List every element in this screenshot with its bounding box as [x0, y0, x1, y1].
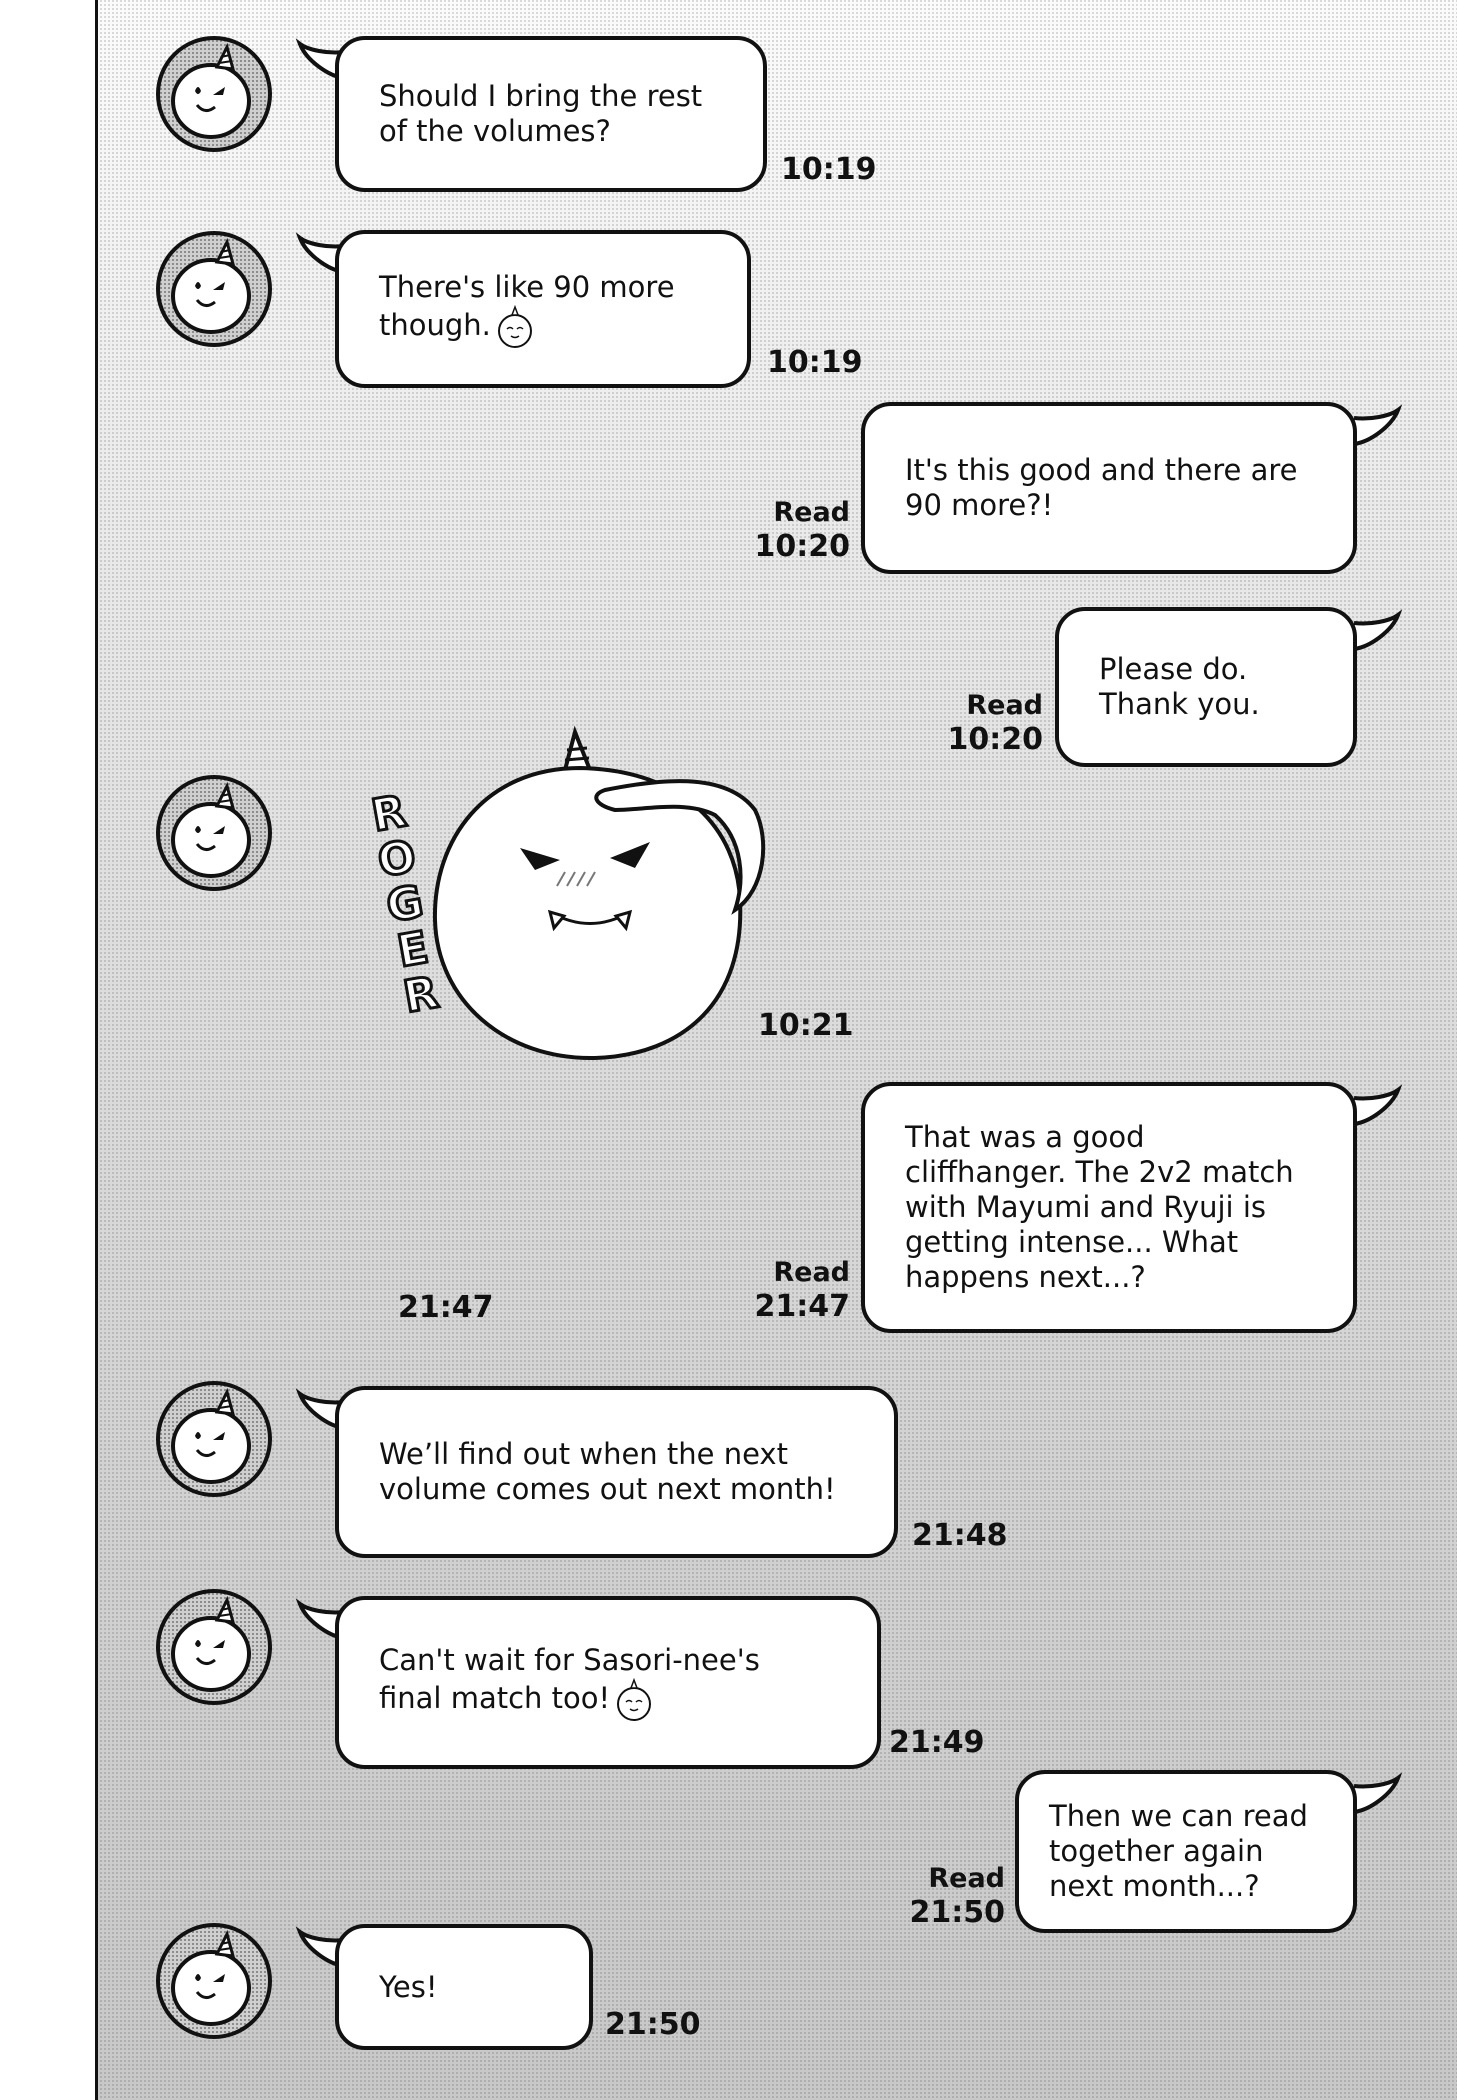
message-time: 21:50: [909, 1895, 1005, 1930]
message-text: Please do. Thank you.: [1099, 652, 1260, 721]
contact-avatar[interactable]: [155, 774, 273, 892]
message-bubble-incoming[interactable]: [335, 1596, 881, 1769]
message-text: It's this good and there are 90 more?!: [905, 453, 1298, 522]
message-bubble-incoming[interactable]: [335, 230, 751, 388]
sticker-caption-letter: E: [393, 922, 433, 978]
contact-avatar[interactable]: [155, 1588, 273, 1706]
message-time: 10:20: [947, 722, 1043, 757]
message-bubble-outgoing[interactable]: [861, 1082, 1357, 1333]
read-status: Read: [773, 1257, 850, 1288]
message-bubble-incoming[interactable]: [335, 1924, 593, 2050]
message-time: 10:19: [781, 152, 877, 187]
message-time: 10:21: [758, 1008, 854, 1043]
read-receipt: [930, 689, 1043, 757]
message-bubble-incoming[interactable]: [335, 1386, 898, 1558]
contact-avatar[interactable]: [155, 1380, 273, 1498]
bubble-tail: [1352, 613, 1400, 653]
sleepy-onion-emoji-icon: [495, 305, 535, 349]
message-bubble-outgoing[interactable]: [861, 402, 1357, 574]
read-status: Read: [928, 1863, 1005, 1894]
message-text: We’ll find out when the next volume comes out next month!: [379, 1437, 836, 1506]
message-time: 21:47: [754, 1289, 850, 1324]
sticker-caption-letter: R: [367, 785, 411, 842]
message-time-orphan: 21:47: [398, 1290, 494, 1325]
message-bubble-outgoing[interactable]: [1055, 607, 1357, 767]
message-time: 21:48: [912, 1518, 1008, 1553]
page-margin: [0, 0, 98, 2100]
sticker-caption-letter: G: [382, 876, 428, 933]
read-status: Read: [773, 497, 850, 528]
message-text-content: Can't wait for Sasori-nee's final match too!: [379, 1643, 760, 1715]
message-text: [379, 1643, 819, 1722]
message-text: Should I bring the rest of the volumes?: [379, 79, 703, 148]
message-bubble-incoming[interactable]: [335, 36, 767, 192]
bubble-tail: [1352, 1776, 1400, 1816]
message-text-content: There's like 90 more though.: [379, 269, 675, 342]
teary-onion-emoji-icon: [614, 1678, 654, 1722]
bubble-tail: [1352, 1088, 1400, 1128]
message-text: Yes!: [379, 1969, 438, 2004]
message-time: 21:49: [889, 1725, 985, 1760]
sticker-caption-letter: O: [374, 830, 420, 888]
contact-avatar[interactable]: [155, 1922, 273, 2040]
message-bubble-outgoing[interactable]: [1015, 1770, 1357, 1933]
message-time: 21:50: [605, 2007, 701, 2042]
oni-salute-sticker-icon[interactable]: [425, 720, 785, 1070]
read-receipt: [740, 1256, 850, 1324]
contact-avatar[interactable]: [155, 35, 273, 153]
message-time: 10:19: [767, 345, 863, 380]
read-status: Read: [966, 690, 1043, 721]
contact-avatar[interactable]: [155, 230, 273, 348]
sticker-caption-letter: R: [399, 967, 442, 1024]
bubble-tail: [1352, 408, 1400, 448]
message-text: [379, 270, 689, 349]
message-text: Then we can read together again next month...?: [1049, 1799, 1308, 1903]
message-text: That was a good cliffhanger. The 2v2 match with Mayumi and Ryuji is getting intense... What happens next...?: [905, 1120, 1294, 1294]
read-receipt: [890, 1862, 1005, 1930]
message-time: 10:20: [754, 529, 850, 564]
read-receipt: [740, 496, 850, 564]
